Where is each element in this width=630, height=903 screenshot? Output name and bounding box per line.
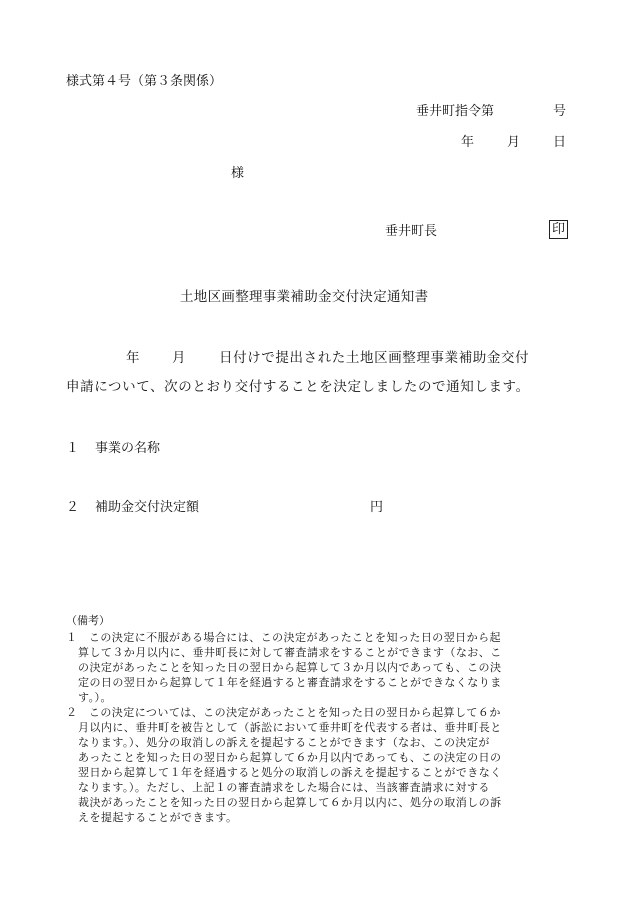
item2-unit: 円 — [370, 500, 384, 515]
addressee-honorific: 様 — [231, 166, 245, 181]
item1-label: 事業の名称 — [95, 441, 161, 456]
seal-mark — [549, 218, 568, 239]
doc-number-suffix: 号 — [553, 104, 567, 119]
sender-title: 垂井町長 — [385, 224, 438, 239]
remarks-heading: （備考） — [66, 614, 110, 627]
body-month: 月 — [172, 350, 187, 366]
note2-line: 裁決があったことを知った日の翌日から起算して６か月以内に、処分の取消しの訴 — [78, 796, 502, 809]
note1-line: す。）。 — [78, 691, 112, 704]
note2-line: 月以内に、垂井町を被告として（訴訟において垂井町を代表する者は、垂井町長と — [78, 721, 502, 734]
body-year: 年 — [126, 350, 141, 366]
item2-label: 補助金交付決定額 — [95, 500, 200, 515]
note1-line: 算して３か月以内に、垂井町長に対して審査請求をすることができます（なお、こ — [78, 646, 502, 659]
form-id: 様式第４号（第３条関係） — [66, 74, 223, 89]
date-day: 日 — [553, 135, 567, 150]
note1-line: 定の日の翌日から起算して１年を経過すると審査請求をすることができなくなりま — [78, 676, 502, 689]
note2-line: なります。）、処分の取消しの訴えを提起することができます（なお、この決定が — [78, 736, 490, 749]
item1-number: １ — [66, 441, 80, 456]
body-line1-text: 日付けで提出された土地区画整理事業補助金交付 — [219, 350, 530, 366]
body-line2-text: 申請について、次のとおり交付することを決定しましたので通知します。 — [66, 379, 530, 395]
date-year: 年 — [461, 135, 475, 150]
note2-line: 翌日から起算して１年を経過すると処分の取消しの訴えを提起することができなく — [78, 766, 502, 779]
seal-label: 印 — [549, 220, 568, 239]
note2-line: あったことを知った日の翌日から起算して６か月以内であっても、この決定の日の — [78, 751, 502, 764]
note2-line: なります。）。ただし、上記１の審査請求をした場合には、当該審査請求に対する — [78, 781, 490, 794]
doc-number-prefix: 垂井町指令第 — [416, 104, 495, 119]
note1-line: １ この決定に不服がある場合には、この決定があったことを知った日の翌日から起 — [66, 631, 501, 644]
date-month: 月 — [507, 135, 521, 150]
note2-line: ２ この決定については、この決定があったことを知った日の翌日から起算して６か — [66, 706, 501, 719]
document-title: 土地区画整理事業補助金交付決定通知書 — [180, 289, 429, 305]
note2-line: えを提起することができます。 — [78, 811, 238, 824]
item2-number: ２ — [66, 500, 80, 515]
note1-line: の決定があったことを知った日の翌日から起算して３か月以内であっても、この決 — [78, 661, 502, 674]
